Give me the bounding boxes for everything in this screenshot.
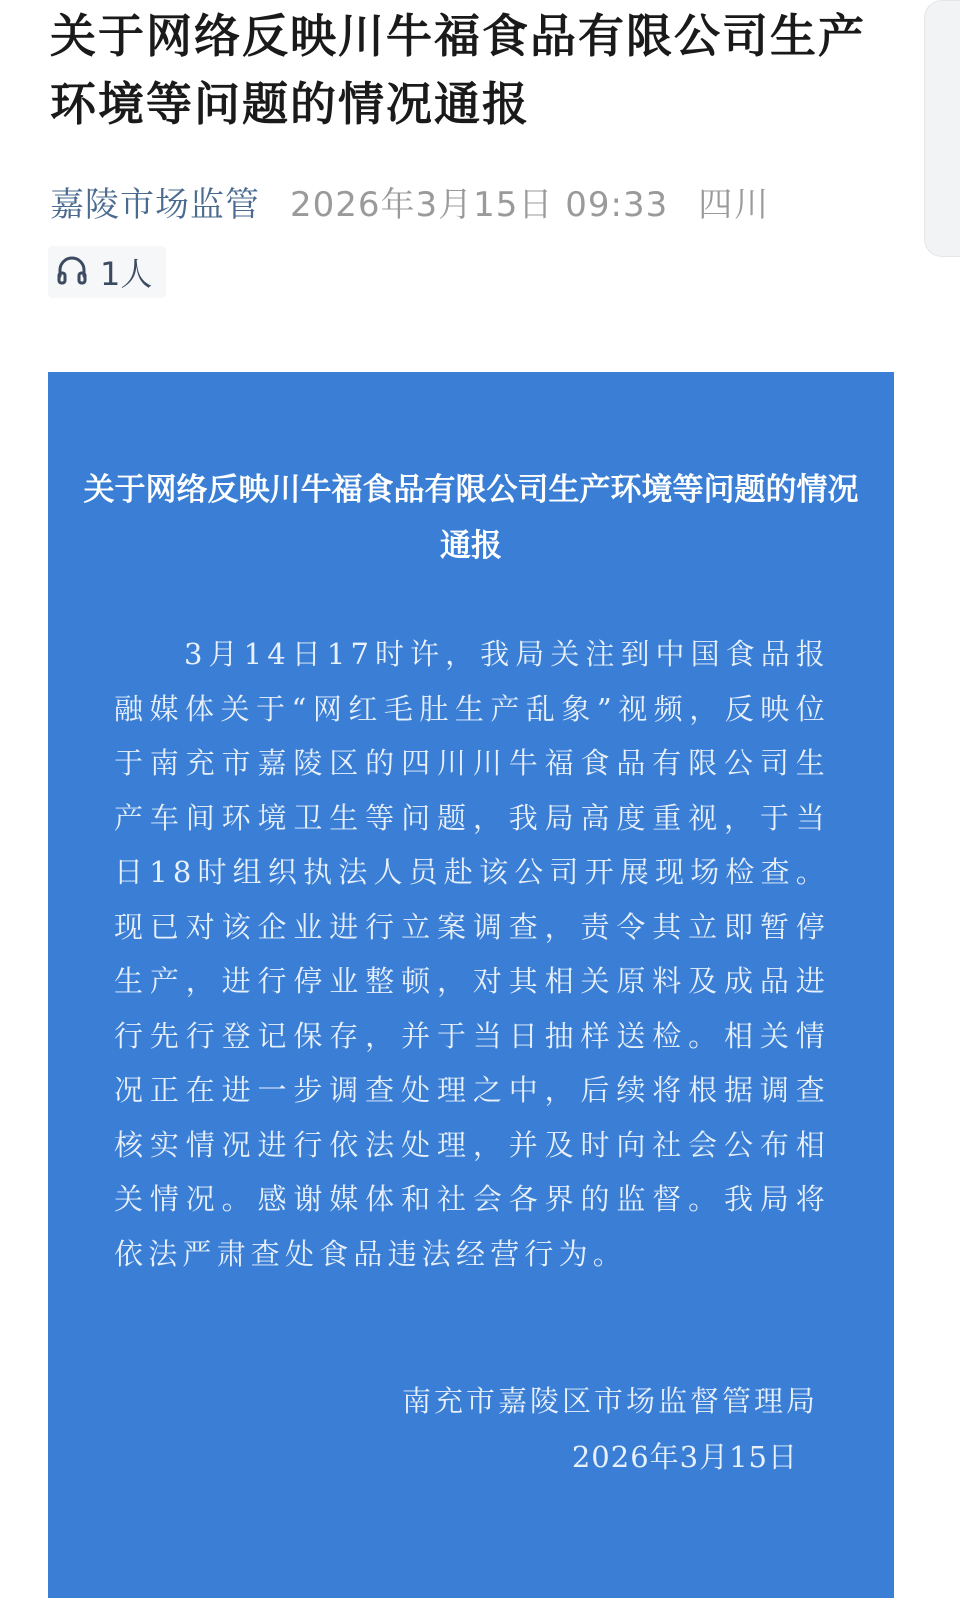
publish-region: 四川 [698, 184, 771, 225]
notice-signature: 南充市嘉陵区市场监督管理局 [401, 1384, 818, 1418]
listen-button[interactable] [48, 246, 166, 298]
headphones-icon [54, 252, 90, 292]
author-link[interactable]: 嘉陵市场监管 [50, 184, 260, 225]
notice-image [48, 372, 894, 1598]
article-title: 关于网络反映川牛福食品有限公司生产环境等问题的情况通报 [50, 9, 866, 131]
article-meta [50, 176, 770, 226]
notice-heading: 关于网络反映川牛福食品有限公司生产环境等问题的情况通报 [83, 472, 859, 564]
publish-datetime: 2026年3月15日 09:33 [290, 184, 669, 225]
listen-count: 1人 [100, 255, 153, 293]
side-panel-tab[interactable] [924, 0, 960, 257]
notice-date: 2026年3月15日 [571, 1440, 798, 1474]
notice-body: 3月14日17时许，我局关注到中国食品报融媒体关于“网红毛肚生产乱象”视频，反映位于南充市嘉陵区的四川川牛福食品有限公司生产车间环境卫生等问题，我局高度重视，于当日18时组织执法人员赴该公司开展现场检查。现已对该企业进行立案调查，责令其立即暂停生产，进行停业整顿，对其相关原料及成品进行先行登记保存，并于当日抽样送检。相关情况正在进一步调查处理之中，后续将根据调查核实情况进行依法处理，并及时向社会公布相关情况。感谢媒体和社会各界的监督。我局将依法严肃查处食品违法经营行为。 [114, 637, 830, 1271]
